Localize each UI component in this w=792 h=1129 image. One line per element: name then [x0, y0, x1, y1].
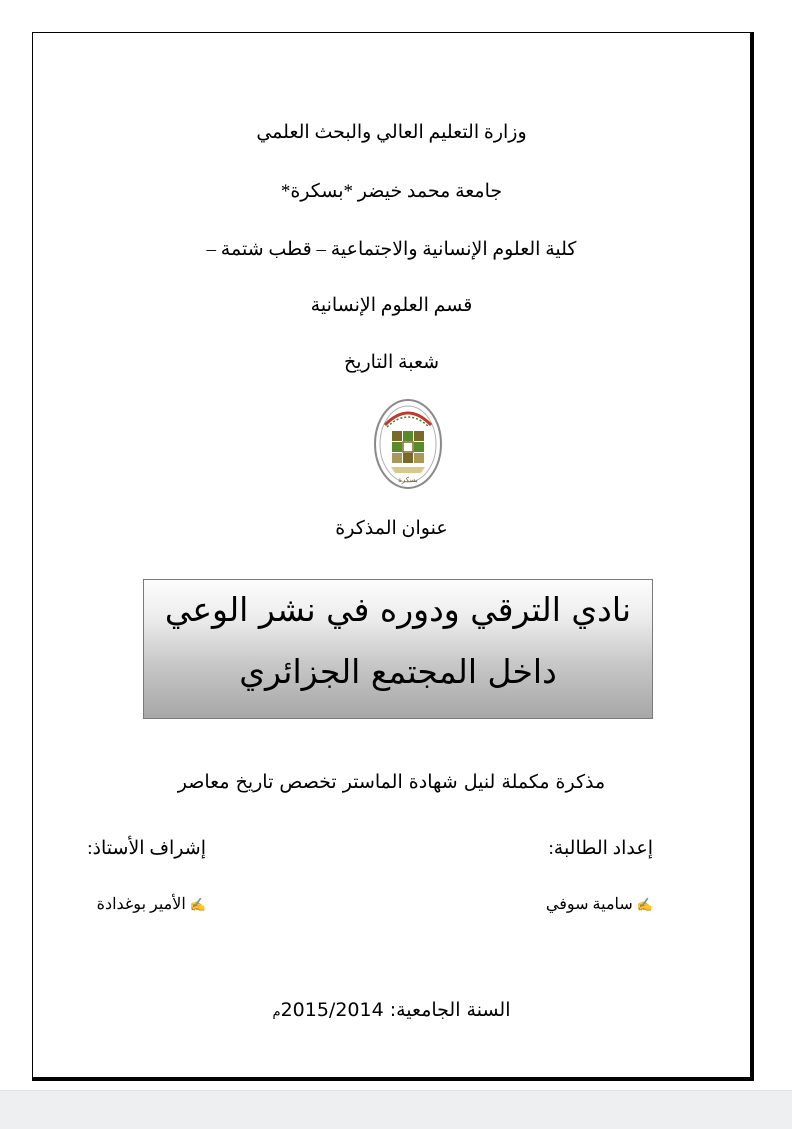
seal-caption: بسكرة	[398, 476, 418, 484]
writing-hand-icon: ✍	[636, 897, 653, 912]
academic-year	[33, 999, 750, 1021]
memo-title-box	[143, 579, 653, 719]
memo-title-label: عنوان المذكرة	[335, 518, 448, 539]
university-heading: جامعة محمد خيضر *بسكرة*	[280, 181, 503, 202]
student-name	[546, 894, 653, 914]
academic-year-value: 2015/2014م	[272, 999, 384, 1021]
degree-statement: مذكرة مكملة لنيل شهادة الماستر تخصص تاريخ معاصر	[177, 771, 606, 793]
supervisor-name-text: الأمير بوغدادة	[96, 896, 186, 913]
prepared-by-label: إعداد الطالبة:	[548, 838, 653, 859]
ministry-heading: وزارة التعليم العالي والبحث العلمي	[256, 122, 527, 143]
memo-title-line-1: نادي الترقي ودوره في نشر الوعي	[164, 590, 632, 629]
supervisor-name	[97, 894, 206, 914]
department-heading: قسم العلوم الإنسانية	[310, 295, 473, 316]
branch-heading: شعبة التاريخ	[343, 352, 440, 373]
writing-hand-icon: ✍	[189, 897, 206, 912]
viewer-bottom-strip	[0, 1090, 792, 1129]
faculty-heading: كلية العلوم الإنسانية والاجتماعية – قطب شتمة –	[206, 239, 577, 260]
student-name-text: سامية سوفي	[545, 896, 633, 913]
memo-title-line-2: داخل المجتمع الجزائري	[239, 652, 557, 691]
university-seal-icon	[373, 397, 443, 491]
supervisor-label: إشراف الأستاذ:	[87, 838, 206, 859]
page-frame	[32, 32, 754, 1081]
academic-year-label: السنة الجامعية:	[389, 999, 511, 1021]
